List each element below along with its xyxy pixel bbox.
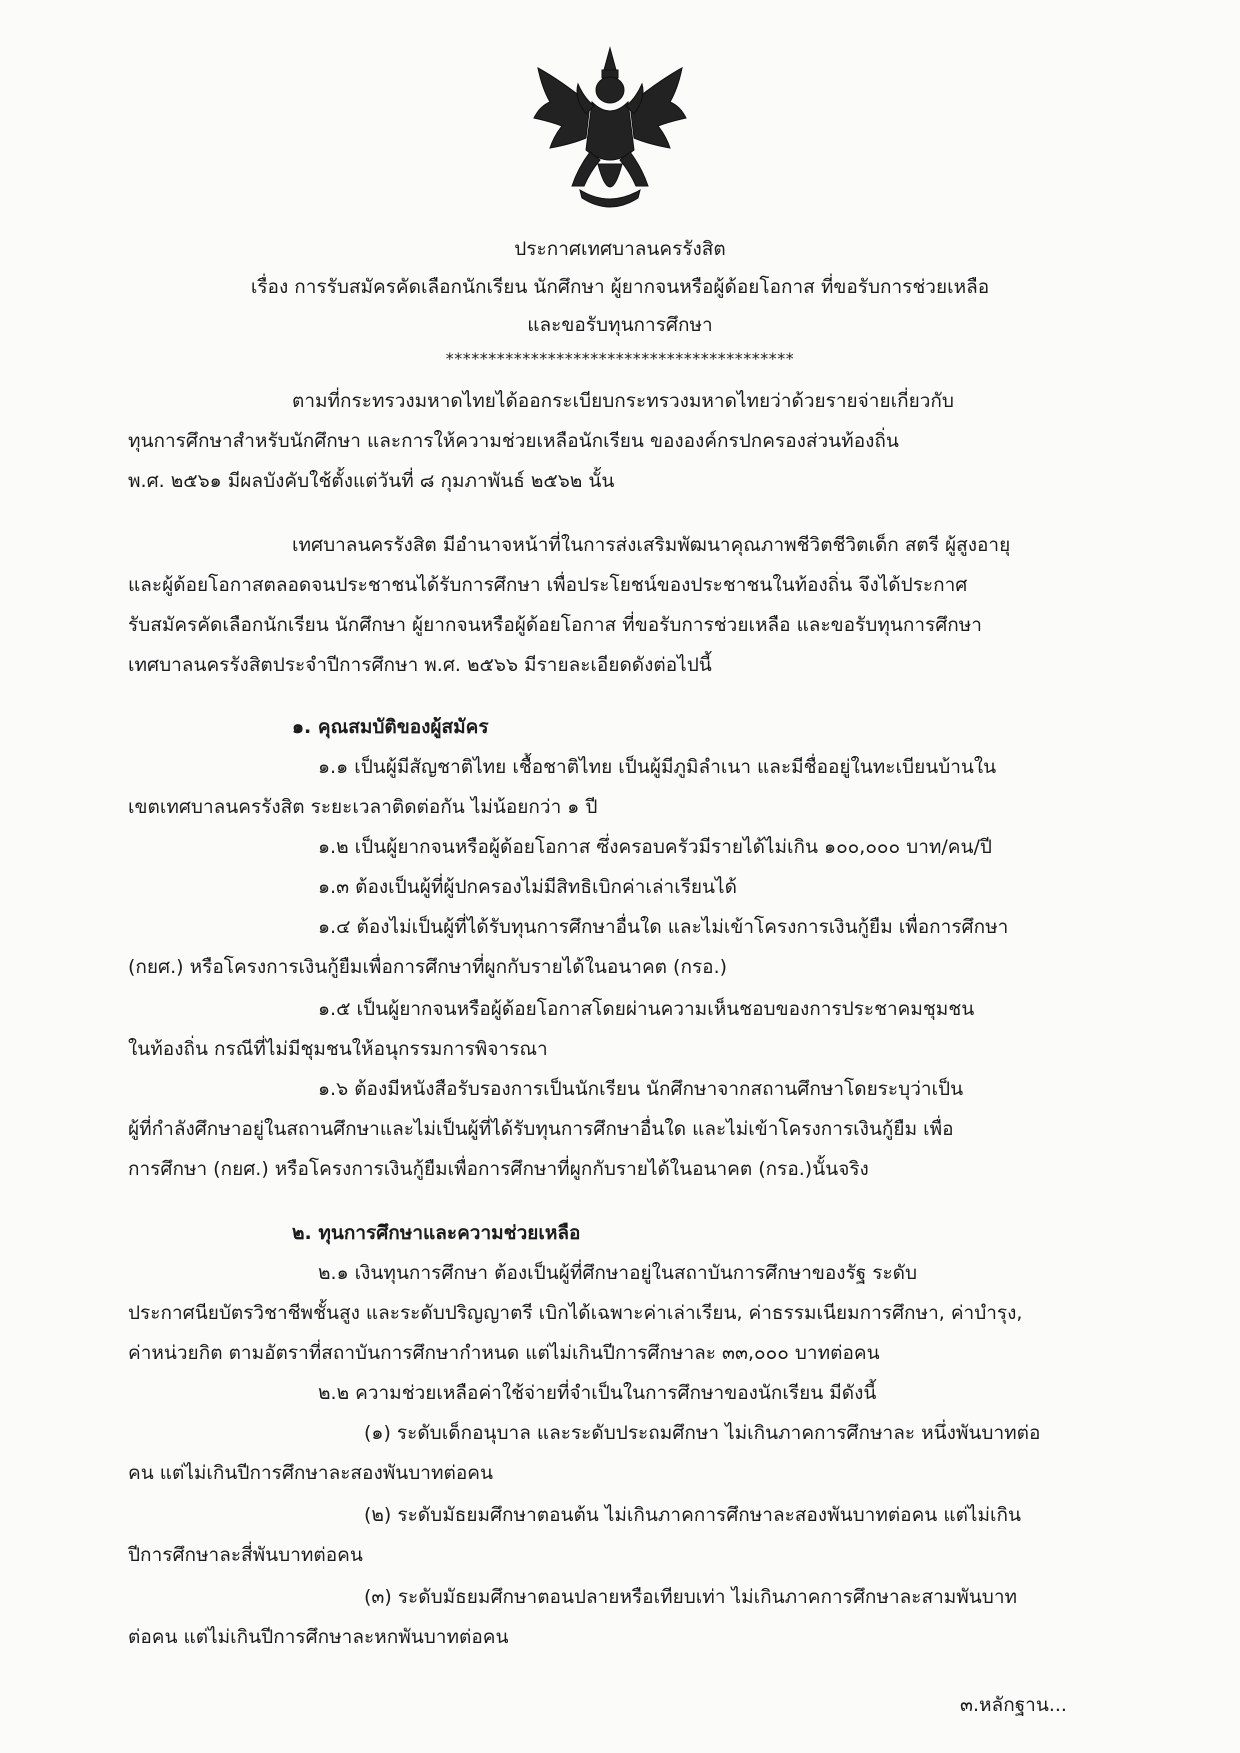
section-2-line: ต่อคน แต่ไม่เกินปีการศึกษาละหกพันบาทต่อคน: [128, 1626, 509, 1648]
intro-p2-line: และผู้ด้อยโอกาสตลอดจนประชาชนได้รับการศึกษา เพื่อประโยชน์ของประชาชนในท้องถิ่น จึงได้ประกาศ: [128, 574, 968, 596]
subject-line-1: เรื่อง การรับสมัครคัดเลือกนักเรียน นักศึกษา ผู้ยากจนหรือผู้ด้อยโอกาส ที่ขอรับการช่วยเหลือ: [250, 276, 990, 298]
section-2-line: ปีการศึกษาละสี่พันบาทต่อคน: [128, 1544, 363, 1566]
intro-p1-line: ทุนการศึกษาสำหรับนักศึกษา และการให้ความช่วยเหลือนักเรียน ขององค์กรปกครองส่วนท้องถิ่น: [128, 430, 899, 452]
section-1-line: ๑.๑ เป็นผู้มีสัญชาติไทย เชื้อชาติไทย เป็นผู้มีภูมิลำเนา และมีชื่ออยู่ในทะเบียนบ้านใน: [318, 756, 997, 778]
intro-p1-line: ตามที่กระทรวงมหาดไทยได้ออกระเบียบกระทรวงมหาดไทยว่าด้วยรายจ่ายเกี่ยวกับ: [292, 390, 954, 412]
intro-p2-line: รับสมัครคัดเลือกนักเรียน นักศึกษา ผู้ยากจนหรือผู้ด้อยโอกาส ที่ขอรับการช่วยเหลือ และขอรับทุนการศึกษา: [128, 614, 982, 636]
section-1-line: ๑.๕ เป็นผู้ยากจนหรือผู้ด้อยโอกาสโดยผ่านความเห็นชอบของการประชาคมชุมชน: [318, 998, 975, 1020]
section-1-line: ๑.๔ ต้องไม่เป็นผู้ที่ได้รับทุนการศึกษาอื่นใด และไม่เข้าโครงการเงินกู้ยืม เพื่อการศึกษา: [318, 916, 1009, 938]
page-title: ประกาศเทศบาลนครรังสิต: [514, 238, 726, 260]
separator-line: *****************************************: [445, 349, 795, 368]
section-2-line: (๑) ระดับเด็กอนุบาล และระดับประถมศึกษา ไม่เกินภาคการศึกษาละ หนึ่งพันบาทต่อ: [364, 1422, 1041, 1444]
section-2-line: ค่าหน่วยกิต ตามอัตราที่สถาบันการศึกษากำหนด แต่ไม่เกินปีการศึกษาละ ๓๓,๐๐๐ บาทต่อคน: [128, 1342, 880, 1364]
section-2-line: ประกาศนียบัตรวิชาชีพชั้นสูง และระดับปริญญาตรี เบิกได้เฉพาะค่าเล่าเรียน, ค่าธรรมเนียมการศึกษา, ค่าบำรุง,: [128, 1302, 1023, 1324]
garuda-emblem-icon: [520, 40, 700, 220]
section-2-line: ๒.๒ ความช่วยเหลือค่าใช้จ่ายที่จำเป็นในการศึกษาของนักเรียน มีดังนี้: [318, 1382, 877, 1404]
section-2-heading: ๒. ทุนการศึกษาและความช่วยเหลือ: [292, 1222, 581, 1244]
page-continuation: ๓.หลักฐาน...: [960, 1694, 1067, 1716]
section-1-line: (กยศ.) หรือโครงการเงินกู้ยืมเพื่อการศึกษาที่ผูกกับรายได้ในอนาคต (กรอ.): [128, 956, 728, 978]
section-1-heading: ๑. คุณสมบัติของผู้สมัคร: [292, 716, 489, 738]
section-2-line: คน แต่ไม่เกินปีการศึกษาละสองพันบาทต่อคน: [128, 1462, 493, 1484]
intro-p1-line: พ.ศ. ๒๕๖๑ มีผลบังคับใช้ตั้งแต่วันที่ ๘ กุมภาพันธ์ ๒๕๖๒ นั้น: [128, 470, 615, 492]
section-1-line: ผู้ที่กำลังศึกษาอยู่ในสถานศึกษาและไม่เป็นผู้ที่ได้รับทุนการศึกษาอื่นใด และไม่เข้าโครงการเงินกู้ยืม เพื่อ: [128, 1118, 954, 1140]
section-1-line: ๑.๓ ต้องเป็นผู้ที่ผู้ปกครองไม่มีสิทธิเบิกค่าเล่าเรียนได้: [318, 876, 737, 898]
section-1-line: ๑.๒ เป็นผู้ยากจนหรือผู้ด้อยโอกาส ซึ่งครอบครัวมีรายได้ไม่เกิน ๑๐๐,๐๐๐ บาท/คน/ปี: [318, 836, 992, 858]
subject-line-2: และขอรับทุนการศึกษา: [527, 314, 713, 336]
section-1-line: เขตเทศบาลนครรังสิต ระยะเวลาติดต่อกัน ไม่น้อยกว่า ๑ ปี: [128, 796, 598, 818]
section-2-line: (๓) ระดับมัธยมศึกษาตอนปลายหรือเทียบเท่า ไม่เกินภาคการศึกษาละสามพันบาท: [364, 1586, 1018, 1608]
section-2-line: (๒) ระดับมัธยมศึกษาตอนต้น ไม่เกินภาคการศึกษาละสองพันบาทต่อคน แต่ไม่เกิน: [364, 1504, 1021, 1526]
section-1-line: ในท้องถิ่น กรณีที่ไม่มีชุมชนให้อนุกรรมการพิจารณา: [128, 1038, 548, 1060]
intro-p2-line: เทศบาลนครรังสิต มีอำนาจหน้าที่ในการส่งเสริมพัฒนาคุณภาพชีวิตชีวิตเด็ก สตรี ผู้สูงอายุ: [292, 534, 1011, 556]
section-1-line: การศึกษา (กยศ.) หรือโครงการเงินกู้ยืมเพื่อการศึกษาที่ผูกกับรายได้ในอนาคต (กรอ.)นั้นจริง: [128, 1158, 869, 1180]
intro-p2-line: เทศบาลนครรังสิตประจำปีการศึกษา พ.ศ. ๒๕๖๖ มีรายละเอียดดังต่อไปนี้: [128, 654, 712, 676]
section-2-line: ๒.๑ เงินทุนการศึกษา ต้องเป็นผู้ที่ศึกษาอยู่ในสถาบันการศึกษาของรัฐ ระดับ: [318, 1262, 918, 1284]
section-1-line: ๑.๖ ต้องมีหนังสือรับรองการเป็นนักเรียน นักศึกษาจากสถานศึกษาโดยระบุว่าเป็น: [318, 1078, 964, 1100]
